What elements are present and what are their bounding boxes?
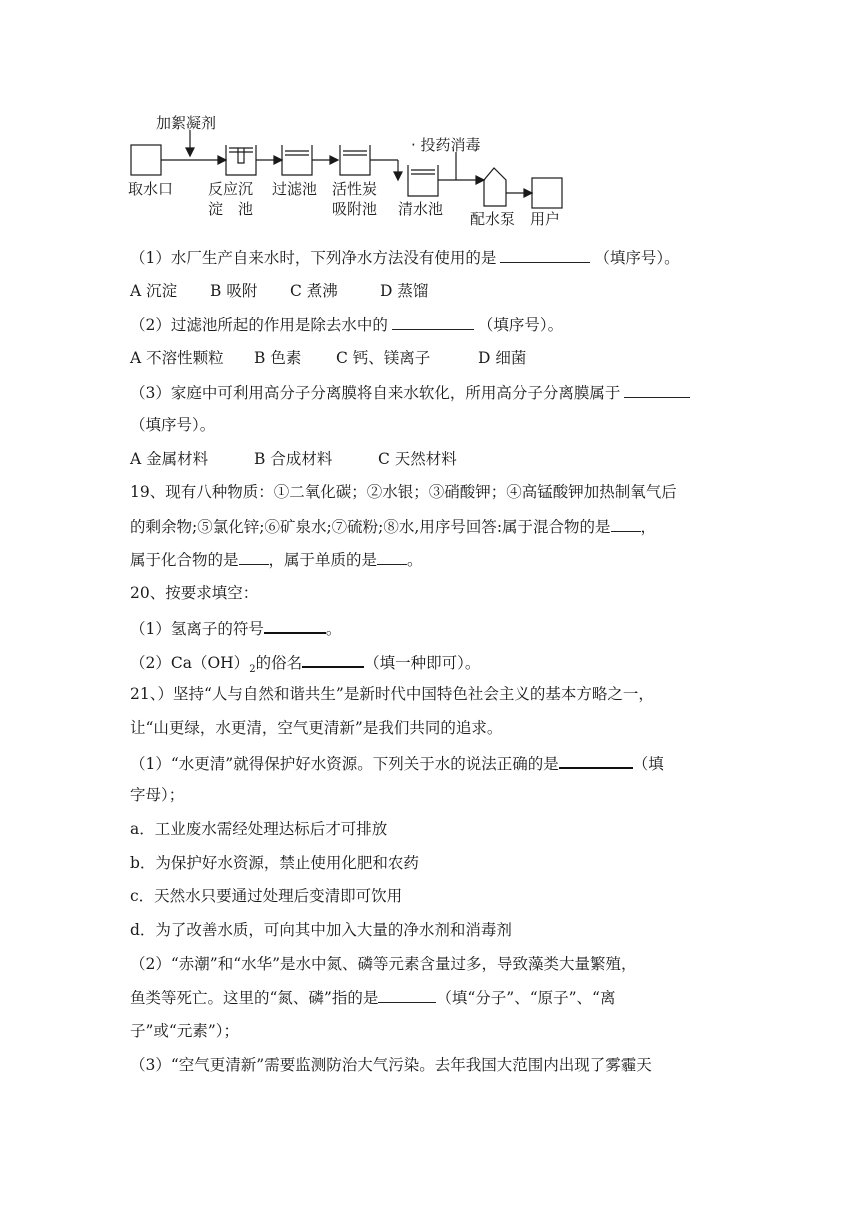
q21-p1-tail: 字母）；	[130, 786, 185, 804]
q20-p2a: （2）Ca（OH）	[130, 654, 250, 672]
q18-p2-tail: （填序号）。	[477, 316, 564, 334]
q18-part3	[130, 381, 740, 404]
label-carbon-1: 活性炭	[332, 180, 378, 198]
q21-option-a: a．工业废水需经处理达标后才可排放	[130, 820, 388, 838]
answer-blank[interactable]	[392, 313, 474, 330]
q19-line2a: 的剩余物;⑤氯化锌;⑥矿泉水;⑦硫粉;⑧水,用序号回答:属于混合物的是	[130, 518, 611, 536]
q21-part2-line2	[130, 986, 740, 1009]
label-user: 用户	[530, 210, 561, 228]
q21-part1	[130, 751, 740, 775]
q21-part2-line1: （2）“赤潮”和“水华”是水中氮、磷等元素含量过多，导致藻类大量繁殖，	[130, 955, 637, 973]
option-b: B 合成材料	[254, 450, 333, 468]
option-a: A 沉淀	[130, 282, 178, 300]
q20-p2c: （填一种即可）。	[364, 654, 481, 672]
q20-p1b: 。	[325, 620, 342, 638]
q18-part1	[130, 246, 740, 269]
user-box	[532, 178, 562, 208]
q21-p2-line2a: 鱼类等死亡。这里的“氮、磷”指的是	[130, 989, 379, 1007]
q18-p3-tail-line	[130, 414, 740, 436]
q19-line3a: 属于化合物的是	[130, 551, 239, 569]
q18-p3-options	[130, 448, 740, 470]
option-d: D 细菌	[478, 349, 527, 367]
q20-p2b: 的俗名	[255, 654, 303, 672]
label-settling-2: 淀 池	[208, 200, 254, 218]
option-a: A 不溶性颗粒	[130, 349, 224, 367]
q21-option-c: c．天然水只要通过处理后变清即可饮用	[130, 887, 403, 905]
q19-line3	[130, 548, 740, 571]
settling-tank	[226, 145, 256, 175]
option-c: C 天然材料	[378, 450, 457, 468]
q19-line1: 19、现有八种物质：①二氧化碳；②水银；③硝酸钾；④高锰酸钾加热制氧气后	[130, 483, 677, 501]
q21-option-d: d．为了改善水质，可向其中加入大量的净水剂和消毒剂	[130, 921, 512, 939]
q19-line2b: ，	[640, 518, 657, 536]
q19-line3c: 。	[407, 551, 423, 569]
label-intake: 取水口	[128, 180, 174, 198]
q19-line3b: ，属于单质的是	[268, 551, 378, 569]
q21-part3-line1: （3）“空气更清新”需要监测防治大气污染。去年我国大范围内出现了雾霾天	[130, 1056, 652, 1074]
q18-p1-text: （1）水厂生产自来水时，下列净水方法没有使用的是	[130, 249, 497, 267]
option-d: D 蒸馏	[380, 282, 429, 300]
q19-line2	[130, 515, 740, 538]
q18-part2	[130, 313, 740, 336]
filter-tank	[282, 145, 312, 175]
label-disinfect: · 投药消毒	[411, 136, 481, 154]
label-filter: 过滤池	[272, 180, 318, 198]
q21-p2-line2b: （填“分子”、“原子”、“离	[436, 989, 616, 1007]
q20-part2	[130, 650, 740, 681]
q21-part2-line3: 子”或“元素”）；	[130, 1022, 240, 1040]
option-a: A 金属材料	[130, 450, 209, 468]
q18-p3-text: （3）家庭中可利用高分子分离膜将自来水软化，所用高分子分离膜属于	[130, 384, 621, 402]
answer-blank[interactable]	[611, 515, 641, 532]
q21-line2: 让“山更绿，水更清，空气更清新”是我们共同的追求。	[130, 719, 503, 737]
q21-line1: 21、）坚持“人与自然和谐共生”是新时代中国特色社会主义的基本方略之一，	[130, 685, 654, 703]
q18-p1-tail: （填序号）。	[594, 249, 680, 267]
option-b: B 色素	[254, 349, 302, 367]
intake-box	[131, 145, 161, 175]
option-c: C 钙、镁离子	[336, 349, 431, 367]
answer-blank[interactable]	[377, 548, 407, 565]
q20-p2-subscript: 2	[249, 664, 256, 676]
carbon-tank	[340, 145, 370, 175]
q18-p2-text: （2）过滤池所起的作用是除去水中的	[130, 316, 388, 334]
label-coagulant: 加絮凝剂	[156, 114, 217, 132]
label-carbon-2: 吸附池	[332, 200, 378, 218]
answer-blank[interactable]	[239, 548, 269, 565]
answer-blank[interactable]	[302, 650, 364, 668]
q21-p1b: （填	[632, 755, 664, 773]
label-clear: 清水池	[398, 200, 444, 218]
q18-p1-options	[130, 280, 740, 302]
answer-blank[interactable]	[559, 751, 633, 769]
answer-blank[interactable]	[378, 986, 436, 1003]
option-c: C 煮沸	[290, 282, 338, 300]
q20-p1a: （1）氢离子的符号	[130, 620, 264, 638]
answer-blank[interactable]	[500, 246, 590, 263]
water-treatment-diagram	[126, 108, 746, 233]
q18-p3-tail: （填序号）。	[130, 416, 216, 434]
pump-shape	[484, 168, 506, 206]
answer-blank[interactable]	[624, 381, 690, 398]
label-pump: 配水泵	[470, 210, 516, 228]
q18-p2-options	[130, 347, 740, 369]
q20-title: 20、按要求填空：	[130, 584, 259, 602]
label-settling-1: 反应沉	[208, 180, 254, 198]
option-b: B 吸附	[210, 282, 258, 300]
answer-blank[interactable]	[264, 616, 326, 634]
q20-part1	[130, 616, 740, 640]
q21-p1a: （1）“水更清”就得保护好水资源。下列关于水的说法正确的是	[130, 755, 559, 773]
q21-option-b: b．为保护好水资源，禁止使用化肥和农药	[130, 854, 419, 872]
